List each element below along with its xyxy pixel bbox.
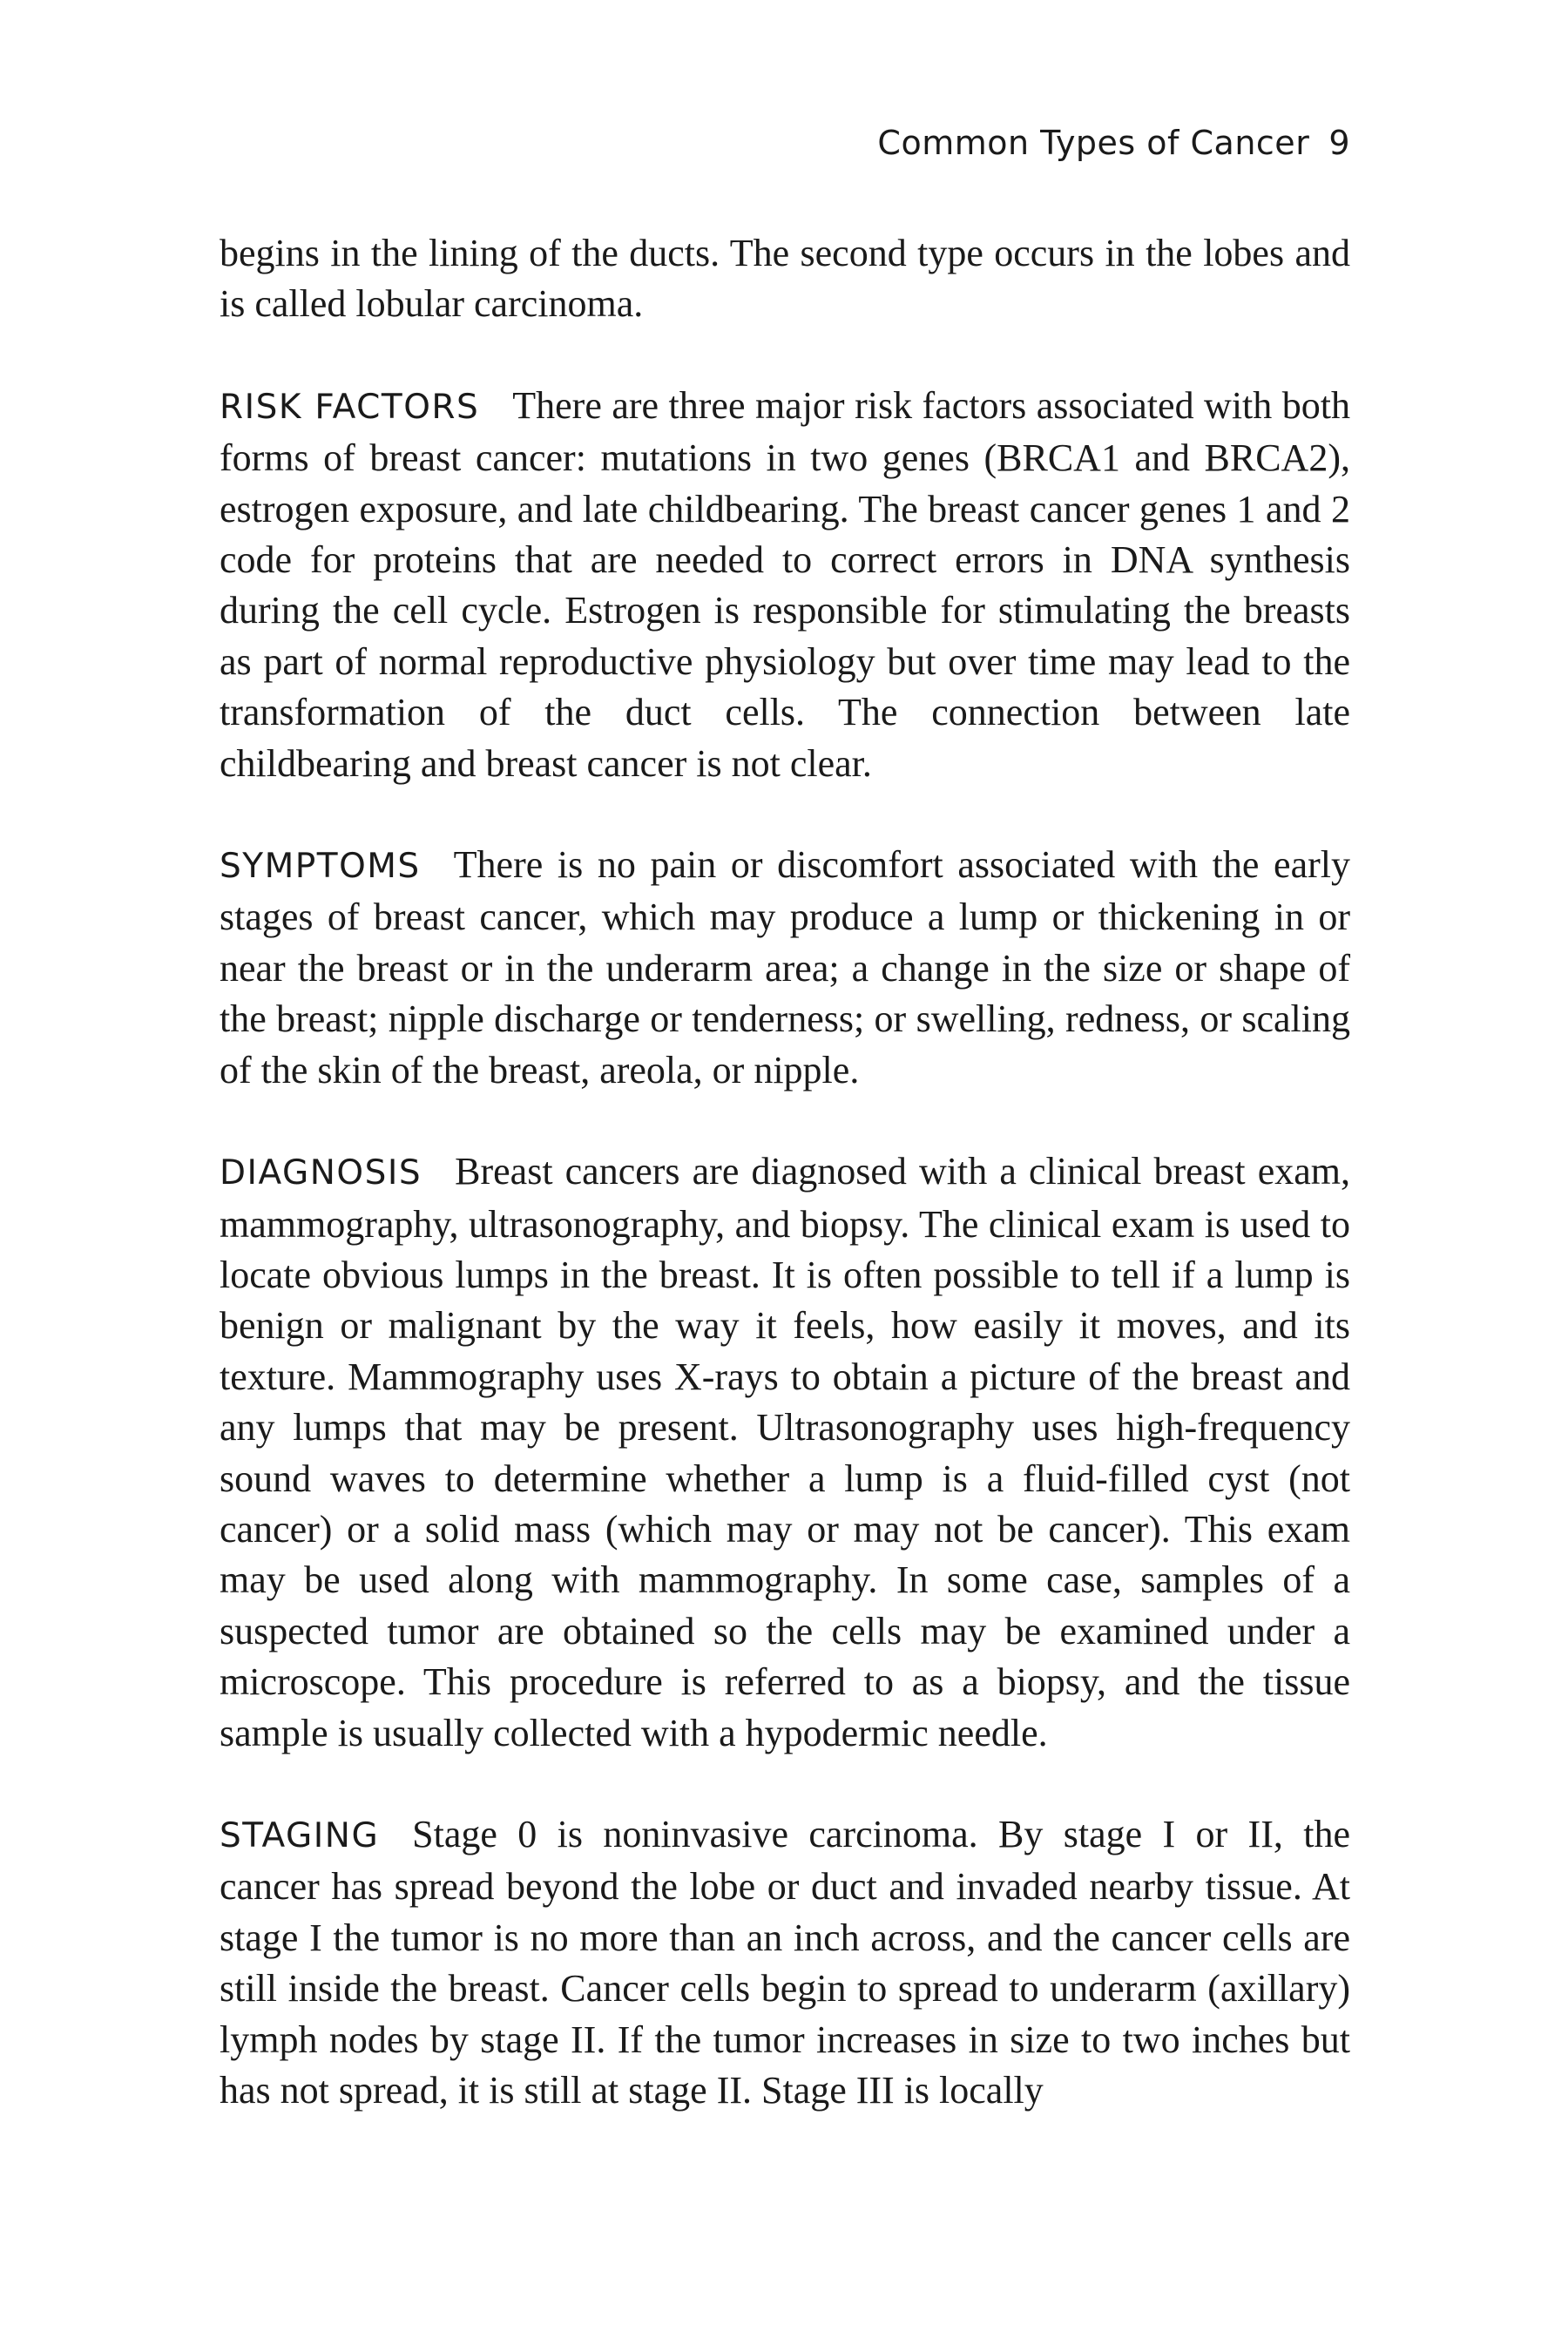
body-text (220, 228, 1350, 2116)
intro-paragraph: begins in the lining of the ducts. The second type occurs in the lobes and is called lobular carcinoma. (220, 232, 1350, 326)
section-symptoms (220, 840, 1350, 1096)
section-body-risk-factors: There are three major risk factors associated with both forms of breast cancer: mutations in two genes (BRCA1 and BRCA2), estrogen exposure, and late childbearing. The breast cancer genes 1 and 2 code for proteins that are needed to correct errors in DNA synthesis during the cell cycle. Estrogen is responsible for stimulating the breasts as part of normal reproductive physiology but over time may lead to the transformation of the duct cells. The connection between late childbearing and breast cancer is not clear. (220, 383, 1350, 785)
section-body-staging: Stage 0 is noninvasive carcinoma. By stage I or II, the cancer has spread beyond the lobe or duct and invaded nearby tissue. At stage I the tumor is no more than an inch across, and the cancer cells are still inside the breast. Cancer cells begin to spread to underarm (axillary) lymph nodes by stage II. If the tumor increases in size to two inches but has not spread, it is still at stage II. Stage III is locally (220, 1812, 1350, 2112)
section-staging (220, 1809, 1350, 2116)
section-heading-diagnosis: DIAGNOSIS (220, 1153, 422, 1193)
section-body-symptoms: There is no pain or discomfort associated with the early stages of breast cancer, which may produce a lump or thickening in or near the breast or in the underarm area; a change in the size or shape of the breast; nipple discharge or tenderness; or swelling, redness, or scaling of the skin of the breast, areola, or nipple. (220, 843, 1350, 1092)
section-diagnosis (220, 1146, 1350, 1759)
page-number: 9 (1328, 124, 1350, 162)
running-header-title: Common Types of Cancer (877, 124, 1310, 162)
section-body-diagnosis: Breast cancers are diagnosed with a clinical breast exam, mammography, ultrasonography, and biopsy. The clinical exam is used to locate obvious lumps in the breast. It is often possible to tell if a lump is benign or malignant by the way it feels, how easily it moves, and its texture. Mammography uses X-rays to obtain a picture of the breast and any lumps that may be present. Ultrasonography uses high-frequency sound waves to determine whether a lump is a fluid-filled cyst (not cancer) or a solid mass (which may or may not be cancer). This exam may be used along with mammography. In some case, samples of a suspected tumor are obtained so the cells may be examined under a microscope. This procedure is referred to as a biopsy, and the tissue sample is usually collected with a hypodermic needle. (220, 1150, 1350, 1754)
section-risk-factors (220, 381, 1350, 789)
section-heading-risk-factors: RISK FACTORS (220, 387, 480, 427)
running-header (220, 124, 1350, 162)
section-heading-staging: STAGING (220, 1815, 380, 1855)
section-heading-symptoms: SYMPTOMS (220, 847, 421, 887)
